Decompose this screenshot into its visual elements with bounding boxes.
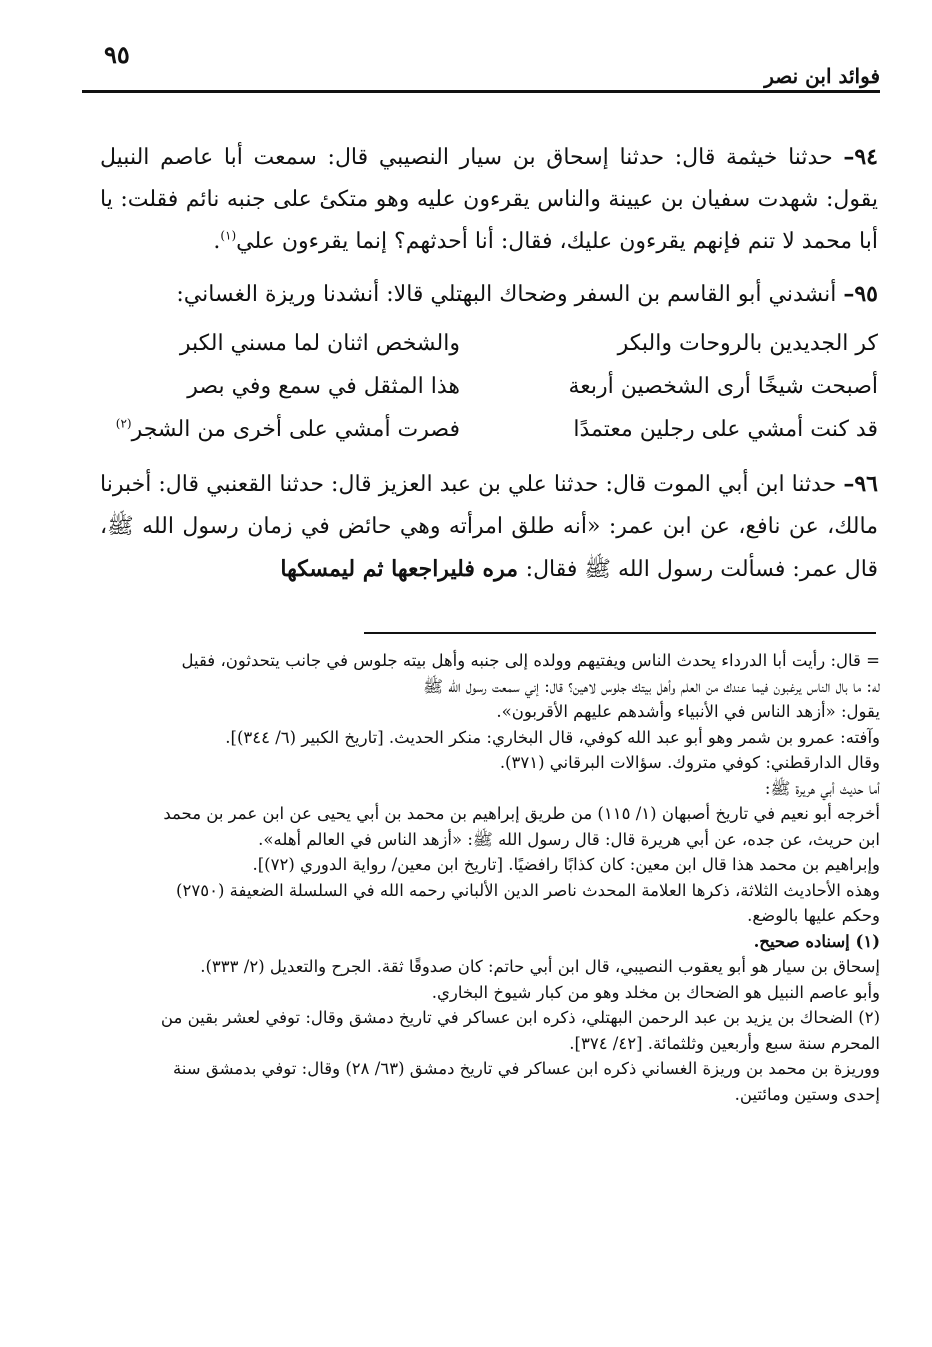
main-text	[100, 136, 878, 591]
footnote-line: وحكم عليها بالوضع.	[747, 906, 880, 925]
footnote-line: (٢) الضحاك بن يزيد بن عبد الرحمن البهتلي، ذكره ابن عساكر في تاريخ دمشق وقال: توفي لعشر بقين من	[160, 1008, 880, 1027]
footnote-line: له: ما بال الناس يرغبون فيما عندك من العلم وأهل بيتك جلوس لاهين؟ قال: إني سمعت رسول الله ﷺ	[423, 676, 880, 696]
hadith-text: حدثنا ابن أبي الموت قال: حدثنا علي بن عبد العزيز قال: حدثنا القعنبي قال: أخبرنا مالك، عن نافع، عن ابن عمر: «أنه طلق امرأته وهي حائض في زمان رسول الله ﷺ، قال عمر: فسألت رسول الله ﷺ فقال:	[100, 472, 878, 582]
footnote-line: يقول: «أزهد الناس في الأنبياء وأشدهم عليهم الأقربون».	[496, 702, 880, 721]
verse-second-hemistich	[100, 417, 460, 442]
verse-second-hemistich: والشخص اثنان لما مسني الكبر	[179, 331, 460, 356]
poem-verse	[100, 408, 878, 451]
footnote-line: إحدى وستين ومائتين.	[734, 1084, 880, 1104]
footnote-line: المحرم سنة سبع وأربعين وثلثمائة. [٤٢/ ٣٧٤].	[569, 1033, 880, 1053]
footnote-line: = قال: رأيت أبا الدرداء يحدث الناس ويفتيهم وولده إلى جنبه وأهل بيته جلوس في جانب يتحدثون، فقيل	[181, 651, 880, 670]
hadith-number: ٩٤–	[843, 144, 878, 170]
hadith-text: حدثنا خيثمة قال: حدثنا إسحاق بن سيار النصيبي قال: سمعت أبا عاصم النبيل يقول: شهدت سفيان بن عيينة والناس يقرءون عليه وهو متكئ على جنبه نائم فقلت: يا أبا محمد لا تنم فإنهم يقرءون عليك، فقال: أنا أحدثهم؟ إنما يقرءون علي	[100, 145, 878, 254]
verse-text: فصرت أمشي على أخرى من الشجر	[131, 417, 460, 442]
poem-verse	[100, 322, 878, 365]
poem	[100, 322, 878, 451]
hadith-96	[100, 463, 878, 591]
book-title: فوائد ابن نصر	[764, 64, 880, 88]
hadith-bold-end: مره فليراجعها ثم ليمسكها	[280, 556, 526, 582]
header-rule	[82, 90, 880, 93]
footnote-line: وأبو عاصم النبيل هو الضحاك بن مخلد وهو من كبار شيوخ البخاري.	[431, 982, 880, 1002]
footnote-ref: (١)	[220, 228, 237, 243]
footnote-line: (١) إسناده صحيح.	[753, 931, 880, 951]
page-number: ٩٥	[104, 40, 130, 69]
poem-verse	[100, 365, 878, 408]
hadith-text: أنشدني أبو القاسم بن السفر وضحاك البهتلي قالا: أنشدنا وريزة الغساني:	[176, 282, 844, 307]
verse-first-hemistich: كر الجديدين بالروحات والبكر	[617, 331, 878, 356]
hadith-number: ٩٦–	[843, 471, 878, 497]
footnote-line: وآفته: عمرو بن شمر وهو أبو عبد الله كوفي، قال البخاري: منكر الحديث. [تاريخ الكبير (٦/ ٣٤٤)].	[225, 727, 880, 747]
footnote-line: أما حديث أبي هريرة ﷺ:	[764, 778, 880, 798]
hadith-number: ٩٥–	[843, 281, 878, 307]
footnote-line: إسحاق بن سيار هو أبو يعقوب النصيبي، قال ابن أبي حاتم: كان صدوقًا ثقة. الجرح والتعديل (٢/ ٣٣٣).	[200, 957, 880, 976]
hadith-end: .	[213, 229, 221, 254]
hadith-94	[100, 136, 878, 263]
footnote-rule	[364, 632, 876, 634]
verse-first-hemistich: قد كنت أمشي على رجلين معتمدًا	[573, 417, 878, 442]
footnote-ref: (٢)	[115, 416, 132, 431]
footnote-line: وقال الدارقطني: كوفي متروك. سؤالات البرقاني (٣٧١).	[499, 753, 880, 772]
hadith-95	[100, 273, 878, 316]
footnote-line: ابن حريث، عن جده، عن أبي هريرة قال: قال رسول الله ﷺ: «أزهد الناس في العالم أهله».	[258, 829, 880, 849]
footnote-line: وهذه الأحاديث الثلاثة، ذكرها العلامة المحدث ناصر الدين الألباني رحمه الله في السلسلة الضعيفة (٢٧٥٠)	[176, 880, 880, 900]
footnote-line: أخرجه أبو نعيم في تاريخ أصبهان (١/ ١١٥) من طريق إبراهيم بن محمد بن أبي يحيى عن ابن عمر بن محمد	[163, 804, 880, 823]
verse-second-hemistich: هذا المثقل في سمع وفي بصر	[187, 374, 460, 399]
footnote-line: وإبراهيم بن محمد هذا قال ابن معين: كان كذابًا رافضيًا. [تاريخ ابن معين/ رواية الدوري (٧٢)].	[252, 855, 880, 874]
footnotes	[96, 648, 880, 1107]
verse-first-hemistich: أصبحت شيخًا أرى الشخصين أربعة	[568, 374, 878, 399]
footnote-line: ووريزة بن محمد بن وريزة الغساني ذكره ابن عساكر في تاريخ دمشق (٦٣/ ٢٨) وقال: توفي بدمشق سنة	[172, 1059, 880, 1078]
page-header	[82, 40, 880, 92]
